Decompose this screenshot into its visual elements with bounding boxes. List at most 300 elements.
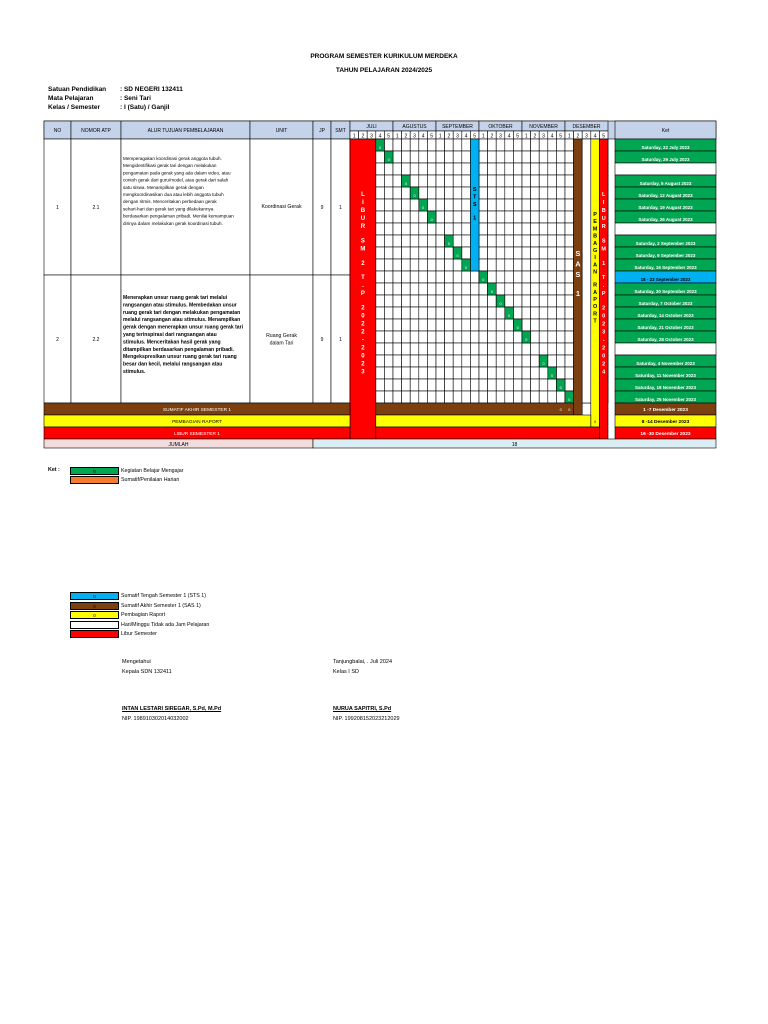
week-number: 1 bbox=[438, 133, 442, 140]
sig-left-name: INTAN LESTARI SIREGAR, S.Pd, M.Pd bbox=[122, 706, 222, 712]
pembagian-label: G bbox=[592, 248, 598, 254]
libur-sm2-label: 0 bbox=[361, 313, 365, 320]
page-title: PROGRAM SEMESTER KURIKULUM MERDEKA bbox=[310, 53, 458, 60]
week-number: 4 bbox=[464, 133, 468, 140]
week-grid-cell bbox=[393, 331, 402, 343]
week-grid-cell bbox=[410, 175, 419, 187]
libur-sm1-label: 2 bbox=[602, 321, 606, 328]
ket-cell bbox=[615, 343, 716, 355]
week-grid-cell bbox=[522, 283, 531, 295]
week-grid-cell bbox=[384, 199, 393, 211]
week-grid-cell bbox=[505, 247, 514, 259]
week-grid-cell bbox=[565, 295, 574, 307]
week-grid-cell bbox=[462, 283, 471, 295]
week-number: 5 bbox=[516, 133, 520, 140]
libur-sm2-label: M bbox=[360, 246, 366, 253]
week-grid-cell bbox=[445, 247, 454, 259]
week-grid-cell bbox=[496, 151, 505, 163]
week-grid-cell bbox=[539, 367, 548, 379]
footer-ket: 8 -14 Desember 2023 bbox=[641, 420, 690, 425]
week-grid-cell bbox=[393, 259, 402, 271]
week-grid-cell bbox=[427, 343, 436, 355]
week-grid-cell bbox=[496, 331, 505, 343]
week-grid-cell bbox=[479, 319, 488, 331]
week-grid-cell bbox=[531, 247, 540, 259]
legend-label: Pembagian Raport bbox=[121, 612, 166, 618]
ket-text: Saturday, 26 August 2023 bbox=[638, 216, 693, 222]
week-grid-cell bbox=[531, 379, 540, 391]
footer-span bbox=[376, 403, 574, 415]
libur-sm2-label: 2 bbox=[361, 321, 365, 328]
week-grid-cell bbox=[376, 367, 385, 379]
week-grid-cell bbox=[402, 295, 411, 307]
week-grid-cell bbox=[531, 199, 540, 211]
week-grid-cell bbox=[513, 163, 522, 175]
week-grid-cell bbox=[548, 319, 557, 331]
week-number: 1 bbox=[395, 133, 399, 140]
week-grid-cell bbox=[436, 295, 445, 307]
week-grid-cell bbox=[479, 199, 488, 211]
jumlah-label: JUMLAH bbox=[168, 442, 189, 448]
week-grid-cell bbox=[513, 247, 522, 259]
week-grid-cell bbox=[445, 151, 454, 163]
week-grid-cell bbox=[496, 187, 505, 199]
week-number: 5 bbox=[473, 133, 477, 140]
week-grid-cell bbox=[427, 187, 436, 199]
week-grid-cell bbox=[436, 343, 445, 355]
alur-text-1: Memperagakan koordinasi gerak anggota tubuh. Mengidentifikasi gerak tari dengan melakukan pengamatan pada gerak yang ada dalam video, atau contoh gerak dari guru/model, atau gerak dari salah satu siswa. Menampilkan gerak dengan mengkoordinasikan dua atau lebih anggota tubuh dengan ritmis. Menceritakan perbedaan gerak sehari-hari dan gerak tari yang dilakukannya berdasarkan pengalaman pribadi. Menilai kemampuan dirinya dalam melakukan gerak koordinasi tubuh. bbox=[123, 156, 234, 226]
week-grid-cell bbox=[427, 247, 436, 259]
footer-label: PEMBAGIAN RAPORT bbox=[172, 420, 222, 425]
week-grid-cell bbox=[445, 139, 454, 151]
week-grid-cell bbox=[436, 355, 445, 367]
legend-swatch: 0 bbox=[70, 611, 119, 619]
week-grid-cell bbox=[539, 223, 548, 235]
activity-cell-value: 0 bbox=[447, 242, 450, 246]
week-grid-cell bbox=[522, 259, 531, 271]
week-grid-cell bbox=[565, 235, 574, 247]
week-grid-cell bbox=[419, 211, 428, 223]
week-grid-cell bbox=[436, 247, 445, 259]
footer-label: SUMATIF AKHIR SEMESTER 1 bbox=[162, 408, 232, 413]
header-unit: UNIT bbox=[275, 128, 288, 134]
week-grid-cell bbox=[522, 307, 531, 319]
week-grid-cell bbox=[556, 187, 565, 199]
activity-cell-value: 0 bbox=[387, 158, 390, 162]
week-grid-cell bbox=[462, 331, 471, 343]
week-grid-cell bbox=[384, 247, 393, 259]
week-grid-cell bbox=[565, 163, 574, 175]
week-grid-cell bbox=[479, 151, 488, 163]
week-grid-cell bbox=[565, 151, 574, 163]
week-grid-cell bbox=[539, 379, 548, 391]
week-grid-cell bbox=[505, 355, 514, 367]
week-number: 3 bbox=[542, 133, 545, 140]
week-number: 5 bbox=[387, 133, 391, 140]
week-grid-cell bbox=[531, 259, 540, 271]
week-grid-cell bbox=[462, 151, 471, 163]
month-label: DESEMBER bbox=[572, 124, 601, 130]
pembagian-label: E bbox=[593, 219, 597, 226]
week-grid-cell bbox=[496, 391, 505, 403]
pembagian-label: R bbox=[593, 282, 598, 289]
week-grid-cell bbox=[556, 343, 565, 355]
week-grid-cell bbox=[453, 163, 462, 175]
week-grid-cell bbox=[436, 391, 445, 403]
month-label: SEPTEMBER bbox=[442, 124, 473, 130]
week-grid-cell bbox=[393, 235, 402, 247]
libur-sm2-label: . bbox=[362, 283, 364, 290]
week-grid-cell bbox=[462, 319, 471, 331]
week-grid-cell bbox=[479, 163, 488, 175]
week-grid-cell bbox=[565, 211, 574, 223]
week-grid-cell bbox=[539, 139, 548, 151]
atp-number: 2.1 bbox=[92, 205, 100, 211]
week-grid-cell bbox=[427, 319, 436, 331]
week-grid-cell bbox=[384, 259, 393, 271]
week-grid-cell bbox=[488, 271, 497, 283]
week-grid-cell bbox=[419, 151, 428, 163]
info-value: : I (Satu) / Ganjil bbox=[120, 104, 170, 111]
ket-text: Saturday, 7 October 2023 bbox=[638, 300, 693, 306]
week-grid-cell bbox=[376, 271, 385, 283]
week-grid-cell bbox=[393, 223, 402, 235]
week-grid-cell bbox=[427, 223, 436, 235]
week-grid-cell bbox=[393, 391, 402, 403]
pembagian-label: N bbox=[593, 269, 598, 276]
week-grid-cell bbox=[419, 319, 428, 331]
week-grid-cell bbox=[470, 307, 479, 319]
libur-sm2-label: I bbox=[362, 200, 364, 206]
ket-text: Saturday, 2 September 2023 bbox=[635, 240, 696, 246]
week-grid-cell bbox=[565, 283, 574, 295]
week-grid-cell bbox=[556, 175, 565, 187]
week-number: 1 bbox=[481, 133, 485, 140]
week-grid-cell bbox=[410, 271, 419, 283]
activity-cell-value: 0 bbox=[482, 278, 485, 282]
info-value: : SD NEGERI 132411 bbox=[120, 86, 183, 93]
week-grid-cell bbox=[505, 367, 514, 379]
week-grid-cell bbox=[410, 139, 419, 151]
week-grid-cell bbox=[376, 307, 385, 319]
week-grid-cell bbox=[488, 199, 497, 211]
week-grid-cell bbox=[479, 391, 488, 403]
week-grid-cell bbox=[539, 175, 548, 187]
header-ket: Ket bbox=[661, 128, 670, 134]
week-grid-cell bbox=[427, 283, 436, 295]
ket-text: Saturday, 5 August 2023 bbox=[639, 180, 692, 186]
week-grid-cell bbox=[445, 319, 454, 331]
week-grid-cell bbox=[488, 247, 497, 259]
week-grid-cell bbox=[565, 223, 574, 235]
week-grid-cell bbox=[548, 271, 557, 283]
week-grid-cell bbox=[505, 391, 514, 403]
week-grid-cell bbox=[522, 163, 531, 175]
week-grid-cell bbox=[531, 151, 540, 163]
week-grid-cell bbox=[488, 307, 497, 319]
libur-sm1-label: S bbox=[601, 238, 606, 245]
week-grid-cell bbox=[445, 355, 454, 367]
week-grid-cell bbox=[470, 271, 479, 283]
libur-sm1-label: 3 bbox=[602, 329, 606, 336]
pembagian-label: O bbox=[592, 304, 598, 311]
week-grid-cell bbox=[496, 247, 505, 259]
activity-cell-value: 0 bbox=[404, 182, 407, 186]
libur-sm2-label: P bbox=[360, 291, 365, 298]
week-grid-cell bbox=[522, 139, 531, 151]
week-grid-cell bbox=[548, 343, 557, 355]
footer-span bbox=[376, 415, 591, 427]
week-grid-cell bbox=[436, 319, 445, 331]
week-grid-cell bbox=[445, 307, 454, 319]
week-grid-cell bbox=[462, 187, 471, 199]
sig-left-line2: Kepala SDN 132411 bbox=[122, 669, 172, 675]
week-grid-cell bbox=[531, 211, 540, 223]
week-grid-cell bbox=[556, 331, 565, 343]
unit-text-1: Koordinasi Gerak bbox=[261, 204, 302, 210]
libur-sm2-label: - bbox=[361, 337, 364, 344]
week-grid-cell bbox=[531, 319, 540, 331]
row-number: 2 bbox=[56, 337, 59, 343]
week-grid-cell bbox=[496, 139, 505, 151]
libur-sm1-label: - bbox=[602, 337, 605, 344]
week-grid-cell bbox=[410, 391, 419, 403]
week-grid-cell bbox=[445, 223, 454, 235]
legend-swatch: 0 bbox=[70, 602, 119, 610]
ket-text: Saturday, 11 November 2023 bbox=[635, 372, 696, 378]
week-grid-cell bbox=[548, 331, 557, 343]
week-grid-cell bbox=[393, 151, 402, 163]
week-grid-cell bbox=[410, 295, 419, 307]
week-grid-cell bbox=[548, 379, 557, 391]
week-grid-cell bbox=[479, 307, 488, 319]
week-grid-cell bbox=[419, 295, 428, 307]
libur-sm1-label: 0 bbox=[602, 313, 606, 320]
week-grid-cell bbox=[453, 331, 462, 343]
ket-text: Saturday, 25 November 2023 bbox=[635, 396, 696, 402]
week-number: 2 bbox=[361, 133, 365, 140]
pembagian-label: R bbox=[593, 311, 598, 318]
week-grid-cell bbox=[488, 175, 497, 187]
week-grid-cell bbox=[453, 175, 462, 187]
info-label: Kelas / Semester bbox=[48, 104, 101, 111]
ket-text: Saturday, 30 September 2023 bbox=[634, 288, 697, 294]
week-grid-cell bbox=[410, 283, 419, 295]
week-grid-cell bbox=[548, 211, 557, 223]
week-grid-cell bbox=[445, 391, 454, 403]
week-grid-cell bbox=[445, 295, 454, 307]
week-grid-cell bbox=[479, 367, 488, 379]
week-grid-cell bbox=[445, 199, 454, 211]
libur-sm2-label: U bbox=[360, 216, 366, 222]
week-grid-cell bbox=[565, 259, 574, 271]
ket-text: Saturday, 12 August 2023 bbox=[638, 192, 693, 198]
week-grid-cell bbox=[376, 259, 385, 271]
week-grid-cell bbox=[531, 283, 540, 295]
week-grid-cell bbox=[427, 295, 436, 307]
week-grid-cell bbox=[462, 295, 471, 307]
week-grid-cell bbox=[539, 295, 548, 307]
week-grid-cell bbox=[427, 367, 436, 379]
week-grid-cell bbox=[402, 271, 411, 283]
week-grid-cell bbox=[393, 163, 402, 175]
week-grid-cell bbox=[410, 307, 419, 319]
week-grid-cell bbox=[470, 331, 479, 343]
week-grid-cell bbox=[505, 211, 514, 223]
week-grid-cell bbox=[453, 295, 462, 307]
week-grid-cell bbox=[462, 391, 471, 403]
week-grid-cell bbox=[548, 139, 557, 151]
week-grid-cell bbox=[436, 151, 445, 163]
week-grid-cell bbox=[419, 259, 428, 271]
legend-label: Sumatif Tengah Semester 1 (STS 1) bbox=[121, 593, 206, 599]
ket-text: Saturday, 29 July 2023 bbox=[641, 156, 690, 162]
week-grid-cell bbox=[556, 319, 565, 331]
week-number: 3 bbox=[499, 133, 502, 140]
week-grid-cell bbox=[384, 139, 393, 151]
week-grid-cell bbox=[419, 391, 428, 403]
week-grid-cell bbox=[488, 319, 497, 331]
sig-right-line2: Kelas I SD bbox=[333, 669, 359, 675]
week-grid-cell bbox=[513, 235, 522, 247]
activity-cell-value: 0 bbox=[542, 362, 545, 366]
ket-text: Saturday, 19 August 2023 bbox=[638, 204, 693, 210]
libur-sm2-label: 2 bbox=[361, 345, 365, 352]
ket-cell bbox=[615, 223, 716, 235]
week-grid-cell bbox=[393, 319, 402, 331]
week-grid-cell bbox=[496, 307, 505, 319]
week-grid-cell bbox=[505, 187, 514, 199]
week-grid-cell bbox=[384, 331, 393, 343]
week-grid-cell bbox=[479, 295, 488, 307]
week-grid-cell bbox=[453, 259, 462, 271]
week-grid-cell bbox=[479, 331, 488, 343]
week-grid-cell bbox=[427, 307, 436, 319]
week-grid-cell bbox=[453, 319, 462, 331]
week-grid-cell bbox=[393, 367, 402, 379]
libur-sm2-label: 0 bbox=[361, 353, 365, 360]
week-grid-cell bbox=[488, 151, 497, 163]
week-grid-cell bbox=[496, 175, 505, 187]
week-grid-cell bbox=[565, 319, 574, 331]
week-grid-cell bbox=[419, 175, 428, 187]
week-grid-cell bbox=[565, 199, 574, 211]
week-grid-cell bbox=[453, 343, 462, 355]
week-grid-cell bbox=[565, 379, 574, 391]
activity-cell-value: 0 bbox=[551, 374, 554, 378]
week-grid-cell bbox=[376, 331, 385, 343]
month-label: JULI bbox=[366, 124, 377, 130]
week-grid-cell bbox=[556, 139, 565, 151]
week-grid-cell bbox=[488, 331, 497, 343]
week-grid-cell bbox=[556, 199, 565, 211]
pembagian-label: A bbox=[593, 289, 598, 296]
week-grid-cell bbox=[522, 187, 531, 199]
week-grid-cell bbox=[539, 163, 548, 175]
week-grid-cell bbox=[548, 307, 557, 319]
week-grid-cell bbox=[427, 355, 436, 367]
week-grid-cell bbox=[402, 247, 411, 259]
week-grid-cell bbox=[410, 151, 419, 163]
week-number: 4 bbox=[550, 133, 554, 140]
week-grid-cell bbox=[479, 343, 488, 355]
week-grid-cell bbox=[427, 379, 436, 391]
week-grid-cell bbox=[556, 355, 565, 367]
smt-value: 1 bbox=[339, 205, 342, 211]
week-grid-cell bbox=[410, 223, 419, 235]
week-grid-cell bbox=[539, 271, 548, 283]
week-grid-cell bbox=[556, 211, 565, 223]
info-value: : Seni Tari bbox=[120, 95, 151, 102]
week-grid-cell bbox=[427, 235, 436, 247]
week-grid-cell bbox=[522, 175, 531, 187]
pembagian-label: A bbox=[593, 240, 598, 247]
week-grid-cell bbox=[522, 355, 531, 367]
week-grid-cell bbox=[565, 187, 574, 199]
week-number: 3 bbox=[370, 133, 373, 140]
activity-cell-value: 0 bbox=[559, 386, 562, 390]
week-grid-cell bbox=[453, 235, 462, 247]
week-grid-cell bbox=[488, 343, 497, 355]
sig-right-line1: Tanjungbalai, . Juli 2024 bbox=[333, 659, 393, 665]
pembagian-label: T bbox=[593, 318, 597, 325]
week-grid-cell bbox=[505, 151, 514, 163]
week-grid-cell bbox=[376, 199, 385, 211]
week-grid-cell bbox=[402, 379, 411, 391]
week-grid-cell bbox=[436, 307, 445, 319]
week-grid-cell bbox=[410, 163, 419, 175]
week-grid-cell bbox=[479, 235, 488, 247]
week-grid-cell bbox=[410, 211, 419, 223]
month-label: OKTOBER bbox=[488, 124, 513, 130]
week-grid-cell bbox=[419, 235, 428, 247]
week-grid-cell bbox=[505, 331, 514, 343]
week-grid-cell bbox=[488, 379, 497, 391]
week-grid-cell bbox=[410, 331, 419, 343]
week-grid-cell bbox=[470, 319, 479, 331]
week-grid-cell bbox=[470, 379, 479, 391]
week-grid-cell bbox=[402, 319, 411, 331]
week-grid-cell bbox=[427, 139, 436, 151]
libur-sm2-label: R bbox=[360, 224, 366, 230]
smt-value: 1 bbox=[339, 337, 342, 343]
week-grid-cell bbox=[470, 283, 479, 295]
legend-swatch bbox=[70, 476, 119, 484]
week-grid-cell bbox=[419, 271, 428, 283]
activity-cell-value: 0 bbox=[430, 218, 433, 222]
week-grid-cell bbox=[384, 343, 393, 355]
week-grid-cell bbox=[384, 223, 393, 235]
footer-label: LIBUR SEMESTER 1 bbox=[174, 432, 220, 437]
week-grid-cell bbox=[505, 199, 514, 211]
ket-text: Saturday, 18 November 2023 bbox=[635, 384, 696, 390]
week-grid-cell bbox=[539, 331, 548, 343]
week-grid-cell bbox=[402, 259, 411, 271]
week-grid-cell bbox=[462, 367, 471, 379]
week-grid-cell bbox=[513, 199, 522, 211]
week-grid-cell bbox=[393, 247, 402, 259]
week-grid-cell bbox=[522, 319, 531, 331]
week-grid-cell bbox=[531, 187, 540, 199]
week-grid-cell bbox=[376, 319, 385, 331]
week-grid-cell bbox=[505, 343, 514, 355]
week-grid-cell bbox=[393, 283, 402, 295]
week-grid-cell bbox=[539, 307, 548, 319]
pembagian-label: P bbox=[593, 296, 597, 303]
week-grid-cell bbox=[470, 391, 479, 403]
week-grid-cell bbox=[496, 199, 505, 211]
week-grid-cell bbox=[539, 259, 548, 271]
